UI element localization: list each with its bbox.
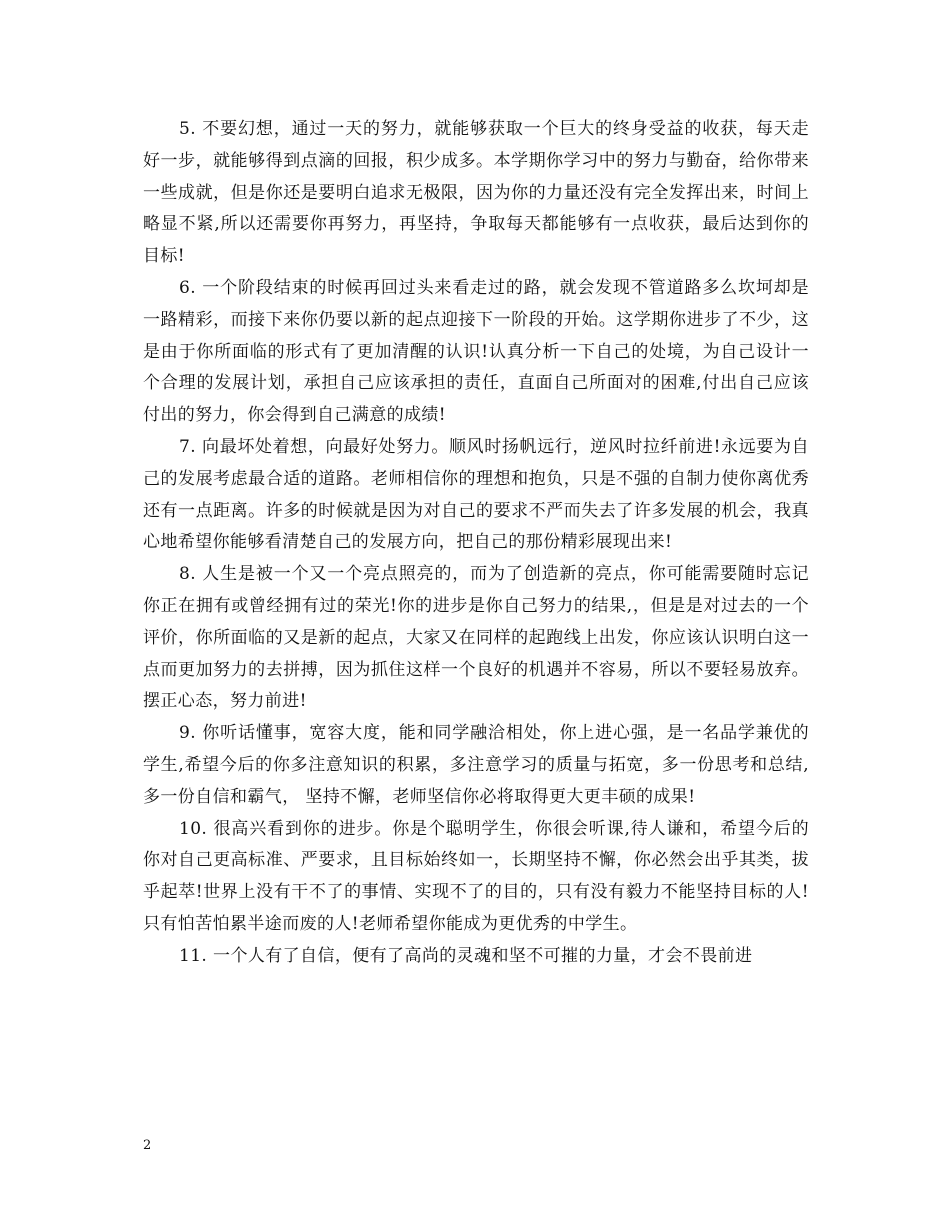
paragraph-9: 9. 你听话懂事，宽容大度，能和同学融洽相处，你上进心强，是一名品学兼优的学生,希望今后的你多注意知识的积累，多注意学习的质量与拓宽，多一份思考和总结,多一份自信和霸气， 坚持不懈，老师坚信你必将取得更大更丰硕的成果! <box>143 723 809 807</box>
paragraph-10: 10. 很高兴看到你的进步。你是个聪明学生，你很会听课,待人谦和，希望今后的你对自己更高标准、严要求，且目标始终如一，长期坚持不懈，你必然会出乎其类，拔乎起萃!世界上没有干不了的事情、实现不了的目的，只有没有毅力不能坚持目标的人!只有怕苦怕累半途而废的人!老师希望你能成为更优秀的中学生。 <box>143 818 809 934</box>
page-number: 2 <box>143 1138 152 1153</box>
paragraph-5: 5. 不要幻想，通过一天的努力，就能够获取一个巨大的终身受益的收获，每天走好一步，就能够得到点滴的回报，积少成多。本学期你学习中的努力与勤奋，给你带来一些成就，但是你还是要明白追求无极限，因为你的力量还没有完全发挥出来，时间上略显不紧,所以还需要你再努力，再坚持，争取每天都能够有一点收获，最后达到你的目标! <box>143 119 809 267</box>
document-body <box>143 114 809 973</box>
paragraph-11: 11. 一个人有了自信，便有了高尚的灵魂和坚不可摧的力量，才会不畏前进 <box>179 945 753 966</box>
paragraph-7: 7. 向最坏处着想，向最好处努力。顺风时扬帆远行，逆风时拉纤前进!永远要为自己的发展考虑最合适的道路。老师相信你的理想和抱负，只是不强的自制力使你离优秀还有一点距离。许多的时候就是因为对自己的要求不严而失去了许多发展的机会，我真心地希望你能够看清楚自己的发展方向，把自己的那份精彩展现出来! <box>143 436 809 553</box>
paragraph-6: 6. 一个阶段结束的时候再回过头来看走过的路，就会发现不管道路多么坎坷却是一路精彩，而接下来你仍要以新的起点迎接下一阶段的开始。这学期你进步了不少，这是由于你所面临的形式有了更加清醒的认识!认真分析一下自己的处境，为自己设计一个合理的发展计划，承担自己应该承担的责任，直面自己所面对的困难,付出自己应该付出的努力，你会得到自己满意的成绩! <box>143 277 809 426</box>
paragraph-8: 8. 人生是被一个又一个亮点照亮的，而为了创造新的亮点，你可能需要随时忘记你正在拥有或曾经拥有过的荣光!你的进步是你自己努力的结果,，但是是对过去的一个评价，你所面临的又是新的起点，大家又在同样的起跑线上出发，你应该认识明白这一点而更加努力的去拼搏，因为抓住这样一个良好的机遇并不容易，所以不要轻易放弃。摆正心态，努力前进! <box>143 564 809 712</box>
